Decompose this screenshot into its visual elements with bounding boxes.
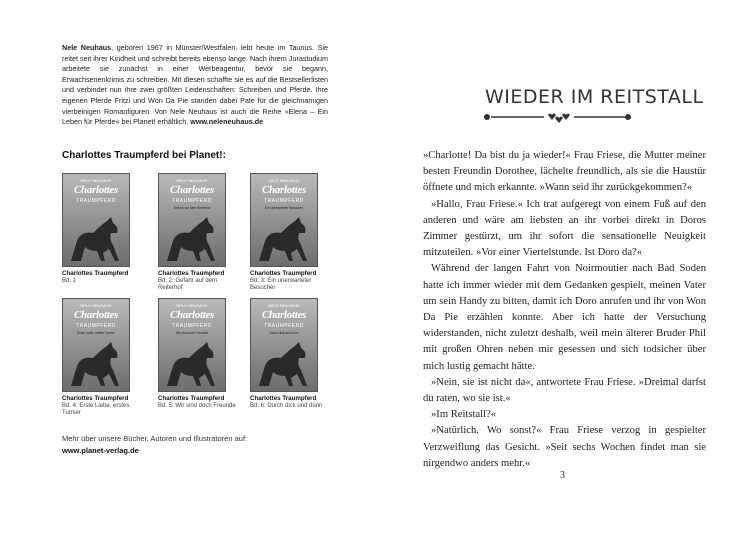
cover-title-2: TRAUMPFERD: [76, 323, 116, 329]
cover-title-2: TRAUMPFERD: [172, 198, 212, 204]
paragraph: Während der langen Fahrt von Noirmoutier nach Bad Soden hatte ich immer wieder mit dem Gedanken gespielt, meinen Vater um sein Handy zu bitten, damit ich Doro anrufen und ihr von Won Da Pie erzählen konnte. Aber ich hatte der Versuchung widerstanden, nicht zuletzt deshalb, weil mein älterer Bruder Phil mit großen Ohren neben mir gesessen und sich todsicher über mich lustig gemacht hätte.: [423, 263, 706, 372]
right-page: [375, 0, 750, 534]
page-number: 3: [560, 470, 565, 481]
cover-author: NELE NEUHAUS: [80, 303, 112, 308]
author-name: Nele Neuhaus: [62, 43, 112, 52]
book-item[interactable]: [250, 298, 330, 410]
cover-author: NELE NEUHAUS: [176, 178, 208, 183]
paragraph: »Charlotte! Da bist du ja wieder!« Frau Friese, die Mutter meiner besten Freundin Dorothee, lächelte freundlich, als sie die Haustür öffnete und mich erkannte. »Wann seid ihr zurückgekommen?«: [423, 150, 706, 194]
book-volume: Bd. 3: Ein unerwarteter Besucher: [250, 277, 312, 291]
ornament-divider-icon: [482, 110, 632, 124]
cover-title: Charlottes: [73, 309, 119, 321]
cover-title: Charlottes: [261, 309, 307, 321]
author-website: www.neleneuhaus.de: [190, 117, 264, 127]
book-volume: Bd. 4: Erste Liebe, erstes Turnier: [62, 402, 130, 416]
cover-title-2: TRAUMPFERD: [76, 198, 116, 204]
horse-icon: [251, 211, 317, 266]
chapter-text: [423, 148, 706, 472]
book-cover[interactable]: [158, 173, 226, 267]
paragraph: »Nein, sie ist nicht da«, antwortete Frau Friese. »Dreimal darfst du raten, wo sie ist.«: [423, 376, 706, 405]
horse-icon: [159, 211, 225, 266]
cover-subtitle: Ein unerwarteter Besucher: [265, 206, 303, 210]
book-title: Charlottes Traumpferd: [158, 395, 225, 402]
cover-author: NELE NEUHAUS: [80, 178, 112, 183]
paragraph: »Hallo, Frau Friese.« Ich trat aufgeregt von einem Fuß auf den anderen und wäre am liebsten an ihr vorbei direkt in Doros Zimmer gestürzt, um ihr sofort die sensationelle Neuigkeit mitzuteilen. »Vor einer Viertelstunde. Ist Doro da?«: [423, 198, 706, 259]
book-cover[interactable]: [62, 173, 130, 267]
book-item[interactable]: [158, 173, 238, 293]
cover-author: NELE NEUHAUS: [268, 303, 300, 308]
cover-title: Charlottes: [169, 309, 215, 321]
horse-icon: [63, 211, 129, 266]
cover-subtitle: Durch dick und dünn: [269, 331, 299, 335]
cover-title: Charlottes: [169, 184, 215, 196]
more-info-text: Mehr über unsere Bücher, Autoren und Illustratoren auf:: [62, 434, 248, 443]
book-cover[interactable]: [250, 298, 318, 392]
book-title: Charlottes Traumpferd: [62, 270, 129, 277]
author-bio: [62, 43, 328, 128]
book-title: Charlottes Traumpferd: [158, 270, 225, 277]
cover-subtitle: Gefahr auf dem Reiterhof: [174, 206, 210, 210]
horse-icon: [251, 336, 317, 391]
book-cover[interactable]: [250, 173, 318, 267]
bio-text: , geboren 1967 in Münster/Westfalen, lebt heute im Taunus. Sie reitet seit ihrer Kindheit und schreibt bereits ebenso lange. Nach ihrem Jurastudium arbeitete sie zunächst in einer Werbeagentur, bevor sie begann, Erwachsenenkrimis zu schreiben. Mit diesen schaffte sie es auf die Bestsellerlisten und verbindet nun ihre zwei größten Leidenschaften: Schreiben und Pferde. Ihre eigenen Pferde Fritzi und Won Da Pie standen dabei Pate für die gleichnamigen vierbeinigen Romanfiguren. Von Nele Neuhaus ist auch die Reihe »Elena – Ein Leben für Pferde« bei Planet! erhältlich.: [62, 43, 328, 127]
cover-subtitle: Erste Liebe, erstes Turnier: [77, 331, 115, 335]
paragraph: »Natürlich. Wo sonst?« Frau Friese verzog in gespielter Verzweiflung das Gesicht. »Seit sechs Wochen findet man sie nirgendwo anders mehr.«: [423, 425, 706, 469]
book-title: Charlottes Traumpferd: [62, 395, 129, 402]
book-volume: Bd. 6: Durch dick und dünn: [250, 402, 323, 409]
book-volume: Bd. 5: Wir sind doch Freunde: [158, 402, 236, 409]
book-cover[interactable]: [62, 298, 130, 392]
book-item[interactable]: [250, 173, 330, 293]
cover-title-2: TRAUMPFERD: [264, 323, 304, 329]
horse-icon: [159, 336, 225, 391]
cover-title: Charlottes: [261, 184, 307, 196]
book-title: Charlottes Traumpferd: [250, 270, 317, 277]
book-title: Charlottes Traumpferd: [250, 395, 317, 402]
paragraph: »Im Reitstall?«: [431, 409, 497, 421]
cover-author: NELE NEUHAUS: [268, 178, 300, 183]
publisher-link[interactable]: www.planet-verlag.de: [62, 446, 139, 455]
series-heading: Charlottes Traumpferd bei Planet!:: [62, 150, 226, 161]
book-volume: Bd. 2: Gefahr auf dem Reiterhof: [158, 277, 218, 291]
book-item[interactable]: [62, 298, 142, 418]
cover-title: Charlottes: [73, 184, 119, 196]
cover-title-2: TRAUMPFERD: [264, 198, 304, 204]
book-cover[interactable]: [158, 298, 226, 392]
book-volume: Bd. 1: [62, 277, 77, 284]
horse-icon: [63, 336, 129, 391]
book-item[interactable]: [62, 173, 142, 285]
cover-author: NELE NEUHAUS: [176, 303, 208, 308]
chapter-title: WIEDER IM REITSTALL: [485, 86, 704, 108]
book-item[interactable]: [158, 298, 238, 410]
cover-title-2: TRAUMPFERD: [172, 323, 212, 329]
cover-subtitle: Wir sind doch Freunde: [175, 331, 209, 335]
